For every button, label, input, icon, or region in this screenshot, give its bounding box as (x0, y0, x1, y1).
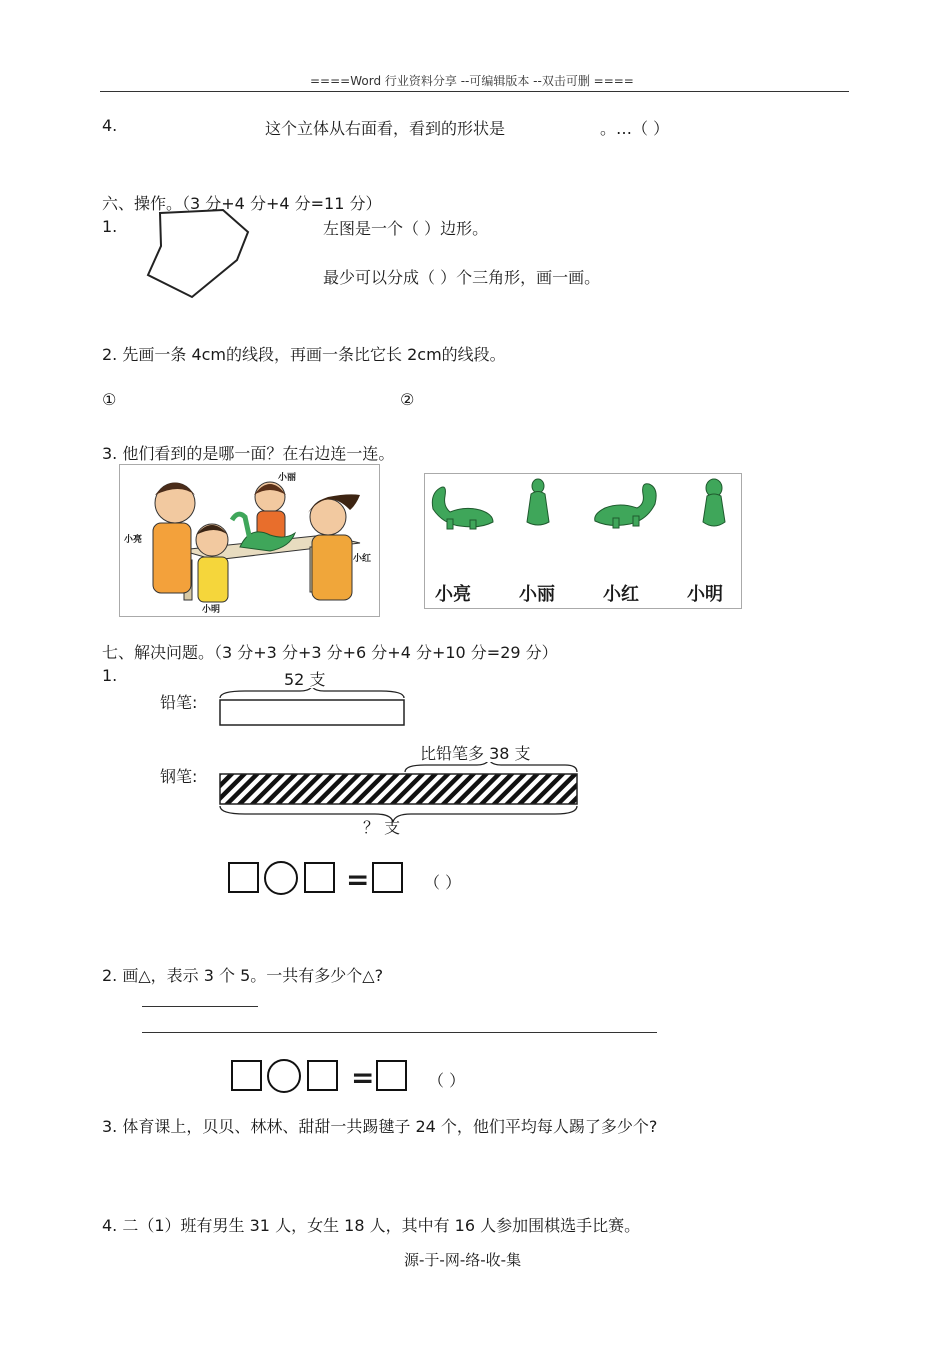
scene-label-xiaoliang: 小亮 (124, 535, 143, 545)
dino-label-xiaoming: 小明 (687, 584, 723, 605)
s7-q3-text: 3. 体育课上，贝贝、林林、甜甜一共踢毽子 24 个，他们平均每人踢了多少个? (102, 1117, 658, 1136)
page-header: ====Word 行业资料分享 --可编辑版本 --双击可删 ==== (310, 74, 634, 88)
dino-label-xiaohong: 小红 (603, 584, 639, 605)
page-footer: 源-于-网-络-收-集 (404, 1251, 522, 1269)
s6-q1-line1: 左图是一个（ ）边形。 (323, 219, 489, 238)
dino-label-xiaoliang: 小亮 (435, 584, 471, 605)
question-4-text: 这个立体从右面看，看到的形状是 (265, 119, 506, 138)
q1-answer-box-2[interactable] (304, 862, 335, 893)
heptagon-figure (145, 205, 255, 305)
section-7-title: 七、解决问题。（3 分+3 分+3 分+6 分+4 分+10 分=29 分） (102, 643, 558, 662)
header-rule (100, 91, 849, 92)
q2-answer-box-1[interactable] (231, 1060, 262, 1091)
dinosaur-views-picture (424, 473, 742, 609)
q2-operator-circle[interactable] (267, 1059, 301, 1093)
s6-q2-text: 2. 先画一条 4cm的线段，再画一条比它长 2cm的线段。 (102, 345, 506, 364)
scene-picture (119, 464, 380, 617)
pencil-label: 铅笔: (160, 693, 198, 712)
q1-operator-circle[interactable] (264, 861, 298, 895)
unknown-total-label: ？ 支 (363, 818, 401, 837)
q1-equals-sign: = (346, 863, 370, 896)
q2-answer-box-2[interactable] (307, 1060, 338, 1091)
q2-equals-sign: = (351, 1061, 375, 1094)
pen-label: 钢笔: (160, 767, 198, 786)
pencil-count-label: 52 支 (284, 670, 326, 689)
s6-q2-mark-2: ② (400, 390, 415, 409)
scene-label-xiaoli: 小丽 (278, 473, 297, 483)
s7-q1-number: 1. (102, 666, 118, 685)
q1-answer-box-1[interactable] (228, 862, 259, 893)
q1-answer-paren[interactable]: （ ） (424, 873, 462, 892)
q1-answer-box-3[interactable] (372, 862, 403, 893)
scene-label-xiaohong: 小红 (353, 554, 372, 564)
s6-q3-text: 3. 他们看到的是哪一面？在右边连一连。 (102, 444, 395, 463)
scene-illustration (120, 465, 379, 616)
scene-label-xiaoming: 小明 (202, 605, 221, 615)
pencil-bar-diagram (215, 688, 415, 728)
s6-q2-mark-1: ① (102, 390, 117, 409)
question-4-number: 4. (102, 116, 118, 135)
q2-drawing-line-long (142, 1032, 657, 1033)
s6-q1-line2: 最少可以分成（ ）个三角形，画一画。 (323, 268, 601, 287)
q2-answer-paren[interactable]: （ ） (428, 1071, 466, 1090)
more-than-pencil-label: 比铅笔多 38 支 (420, 744, 531, 763)
dino-label-xiaoli: 小丽 (519, 584, 555, 605)
q2-answer-box-3[interactable] (376, 1060, 407, 1091)
s7-q2-text: 2. 画△，表示 3 个 5。一共有多少个△? (102, 966, 384, 985)
s7-q4-text: 4. 二（1）班有男生 31 人，女生 18 人，其中有 16 人参加围棋选手比赛。 (102, 1216, 641, 1235)
q2-drawing-line-short (142, 1006, 258, 1007)
question-4-answer-paren: 。…（ ） (600, 119, 670, 138)
section-6-title: 六、操作。（3 分+4 分+4 分=11 分） (102, 194, 382, 213)
s6-q1-number: 1. (102, 217, 118, 236)
